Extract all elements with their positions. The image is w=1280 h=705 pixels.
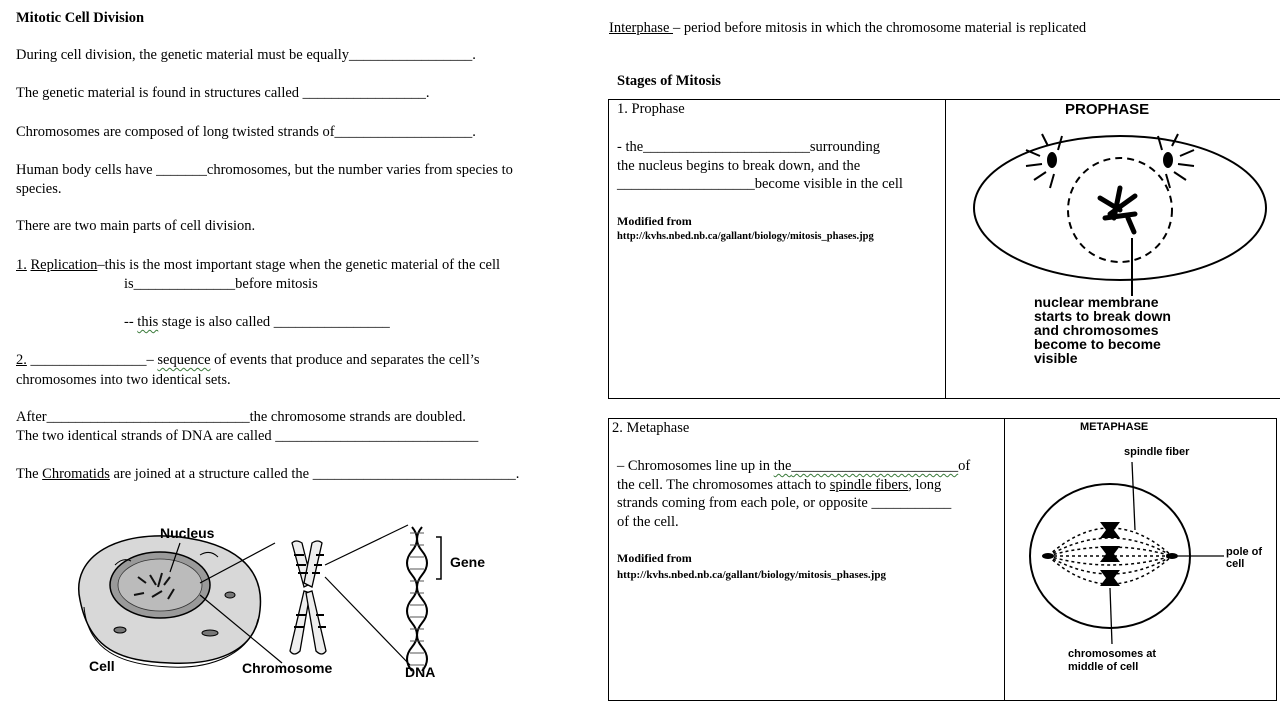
prophase-modified-from: Modified from [617, 214, 692, 228]
after-line: After____________________________the chromosome strands are doubled. [16, 409, 466, 425]
cm-label-1: chromosomes at [1068, 648, 1157, 660]
prophase-caption [1034, 295, 1171, 365]
prophase-figure-title: PROPHASE [1065, 101, 1150, 118]
mitosis-line-cont: chromosomes into two identical sets. [16, 372, 231, 388]
metaphase-source-url: http://kvhs.nbed.nb.ca/gallant/biology/mitosis_phases.jpg [617, 569, 886, 581]
mitosis-dash: – [146, 352, 158, 368]
prophase-line1: - the_______________________surrounding [617, 139, 880, 155]
pole-of-cell-label [1226, 546, 1262, 570]
pole-label-1: pole of [1226, 546, 1263, 558]
mitosis-rest: of events that produce and separates the cell’s [210, 352, 480, 368]
replication-text: –this is the most important stage when the genetic material of the cell [97, 257, 501, 273]
chromosome-label: Chromosome [242, 660, 333, 676]
prophase-source-url: http://kvhs.nbed.nb.ca/gallant/biology/mitosis_phases.jpg [617, 231, 874, 242]
metaphase-line1 [617, 458, 970, 475]
mitosis-number: 2. [16, 352, 27, 368]
chromatids-post: are joined at a structure called the ____________________________. [109, 466, 520, 482]
prophase-figure [970, 118, 1270, 298]
replication-also-called [124, 314, 390, 331]
metaphase-heading: 2. Metaphase [612, 420, 690, 436]
interphase-line [609, 20, 1086, 37]
metaphase-blank: _______________________ [791, 458, 959, 474]
interphase-text: – period before mitosis in which the chromosome material is replicated [673, 20, 1087, 36]
spindle-fibers-term: spindle fibers [829, 477, 909, 493]
question-structures: The genetic material is found in structures called _________________. [16, 85, 430, 101]
replication-term: Replication [30, 257, 98, 273]
cm-label-2: middle of cell [1068, 661, 1139, 673]
metaphase-line4: of the cell. [617, 514, 679, 530]
question-chromosome-count-cont: species. [16, 181, 62, 197]
chromatids-line [16, 466, 519, 483]
gene-bracket [436, 537, 441, 579]
metaphase-l1-pre: – Chromosomes line up in [617, 458, 774, 474]
metaphase-figure-title: METAPHASE [1080, 421, 1149, 433]
prophase-caption-4: become to become [1034, 336, 1161, 352]
interphase-term: Interphase [609, 20, 674, 36]
metaphase-the: the [773, 458, 792, 474]
nucleus-label: Nucleus [160, 525, 215, 541]
spindle-fiber-label: spindle fiber [1124, 446, 1190, 458]
metaphase-l2-post: , long [908, 477, 942, 493]
metaphase-figure [1020, 460, 1230, 646]
prophase-caption-2: starts to break down [1034, 308, 1171, 324]
chromosome-illustration [290, 541, 326, 654]
mitosis-line [16, 352, 479, 369]
replication-text-cont: is______________before mitosis [124, 276, 318, 292]
cell-illustration [79, 536, 261, 667]
prophase-caption-1: nuclear membrane [1034, 294, 1159, 310]
prophase-caption-5: visible [1034, 350, 1078, 366]
also-called-rest: stage is also called ________________ [158, 314, 390, 330]
chromosomes-middle-label [1068, 648, 1156, 674]
cell-label: Cell [89, 658, 115, 674]
prophase-line2: the nucleus begins to break down, and the [617, 158, 861, 174]
metaphase-l1-post: of [958, 458, 971, 474]
metaphase-divider [1004, 418, 1005, 701]
prophase-divider [945, 99, 946, 399]
prophase-caption-3: and chromosomes [1034, 322, 1159, 338]
question-strands: Chromosomes are composed of long twisted strands of___________________. [16, 124, 476, 140]
replication-line [16, 257, 500, 274]
dna-helix-illustration [407, 527, 427, 671]
sequence-word: sequence [157, 352, 211, 368]
metaphase-l2-pre: the cell. The chromosomes attach to [617, 477, 830, 493]
this-word: this [137, 314, 159, 330]
metaphase-line2 [617, 477, 941, 494]
question-equally: During cell division, the genetic material must be equally_________________. [16, 47, 476, 63]
pole-label-2: cell [1226, 558, 1245, 570]
identical-strands-line: The two identical strands of DNA are called ____________________________ [16, 428, 479, 444]
prophase-heading: 1. Prophase [617, 101, 685, 117]
stages-title: Stages of Mitosis [617, 73, 721, 89]
metaphase-line3: strands coming from each pole, or opposite ___________ [617, 495, 952, 511]
question-chromosome-count: Human body cells have _______chromosomes, but the number varies from species to [16, 162, 513, 178]
gene-label: Gene [450, 554, 486, 570]
prophase-line3: ___________________become visible in the cell [617, 176, 903, 192]
metaphase-modified-from: Modified from [617, 551, 692, 565]
chromatids-term: Chromatids [42, 466, 110, 482]
replication-number: 1. [16, 257, 27, 273]
two-parts-text: There are two main parts of cell division. [16, 218, 256, 234]
dna-label: DNA [405, 664, 436, 680]
chromatids-pre: The [16, 466, 43, 482]
mitosis-blank: ________________ [26, 352, 147, 368]
dash-prefix: -- [124, 314, 138, 330]
worksheet-title: Mitotic Cell Division [16, 10, 145, 26]
